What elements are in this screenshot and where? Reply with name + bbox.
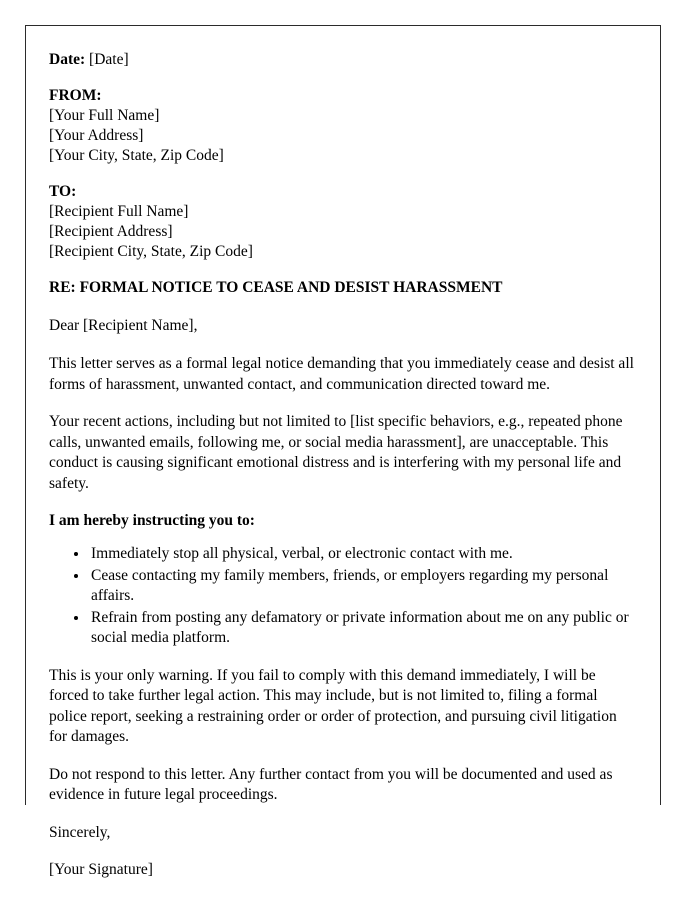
date-label: Date: <box>49 51 86 68</box>
from-address: [Your Address] <box>49 127 144 144</box>
date-line <box>49 50 634 70</box>
document-body <box>26 26 660 880</box>
date-value: [Date] <box>89 51 129 68</box>
salutation: Dear [Recipient Name], <box>49 317 198 334</box>
to-label: TO: <box>49 183 77 200</box>
from-name: [Your Full Name] <box>49 107 160 124</box>
to-name: [Recipient Full Name] <box>49 203 189 220</box>
list-item: • Cease contacting my family members, friends, or employers regarding my personal affairs. <box>89 566 634 607</box>
to-address: [Recipient Address] <box>49 223 173 240</box>
closing-salutation: Sincerely, <box>49 823 111 841</box>
from-block <box>49 86 634 166</box>
date-block <box>49 50 634 70</box>
from-city-state-zip: [Your City, State, Zip Code] <box>49 147 224 164</box>
to-city-state-zip: [Recipient City, State, Zip Code] <box>49 243 253 260</box>
paragraph-no-response: Do not respond to this letter. Any further contact from you will be documented and used as evidence in future legal proceedings. <box>49 765 613 803</box>
list-item: • Refrain from posting any defamatory or private information about me on any public or social media platform. <box>89 608 634 649</box>
subject-heading: RE: FORMAL NOTICE TO CEASE AND DESIST HARASSMENT <box>49 279 503 296</box>
paragraph-conduct: Your recent actions, including but not limited to [list specific behaviors, e.g., repeated phone calls, unwanted emails, following me, or social media harassment], are unacceptable. This conduct is causing significant emotional distress and is interfering with my personal life and safety. <box>49 413 623 492</box>
to-block <box>49 182 634 262</box>
document-page <box>25 25 661 878</box>
instruction-list <box>49 544 634 649</box>
paragraph-demand: This letter serves as a formal legal notice demanding that you immediately cease and desist all forms of harassment, unwanted contact, and communication directed toward me. <box>49 355 634 393</box>
instruction-heading: I am hereby instructing you to: <box>49 512 255 529</box>
from-label: FROM: <box>49 87 102 104</box>
paragraph-warning: This is your only warning. If you fail to comply with this demand immediately, I will be forced to take further legal action. This may include, but is not limited to, filing a formal police report, seeking a restraining order or order of protection, and pursuing civil litigation for damages. <box>49 666 617 745</box>
signature-placeholder: [Your Signature] <box>49 860 153 878</box>
list-item: • Immediately stop all physical, verbal, or electronic contact with me. <box>89 544 634 565</box>
